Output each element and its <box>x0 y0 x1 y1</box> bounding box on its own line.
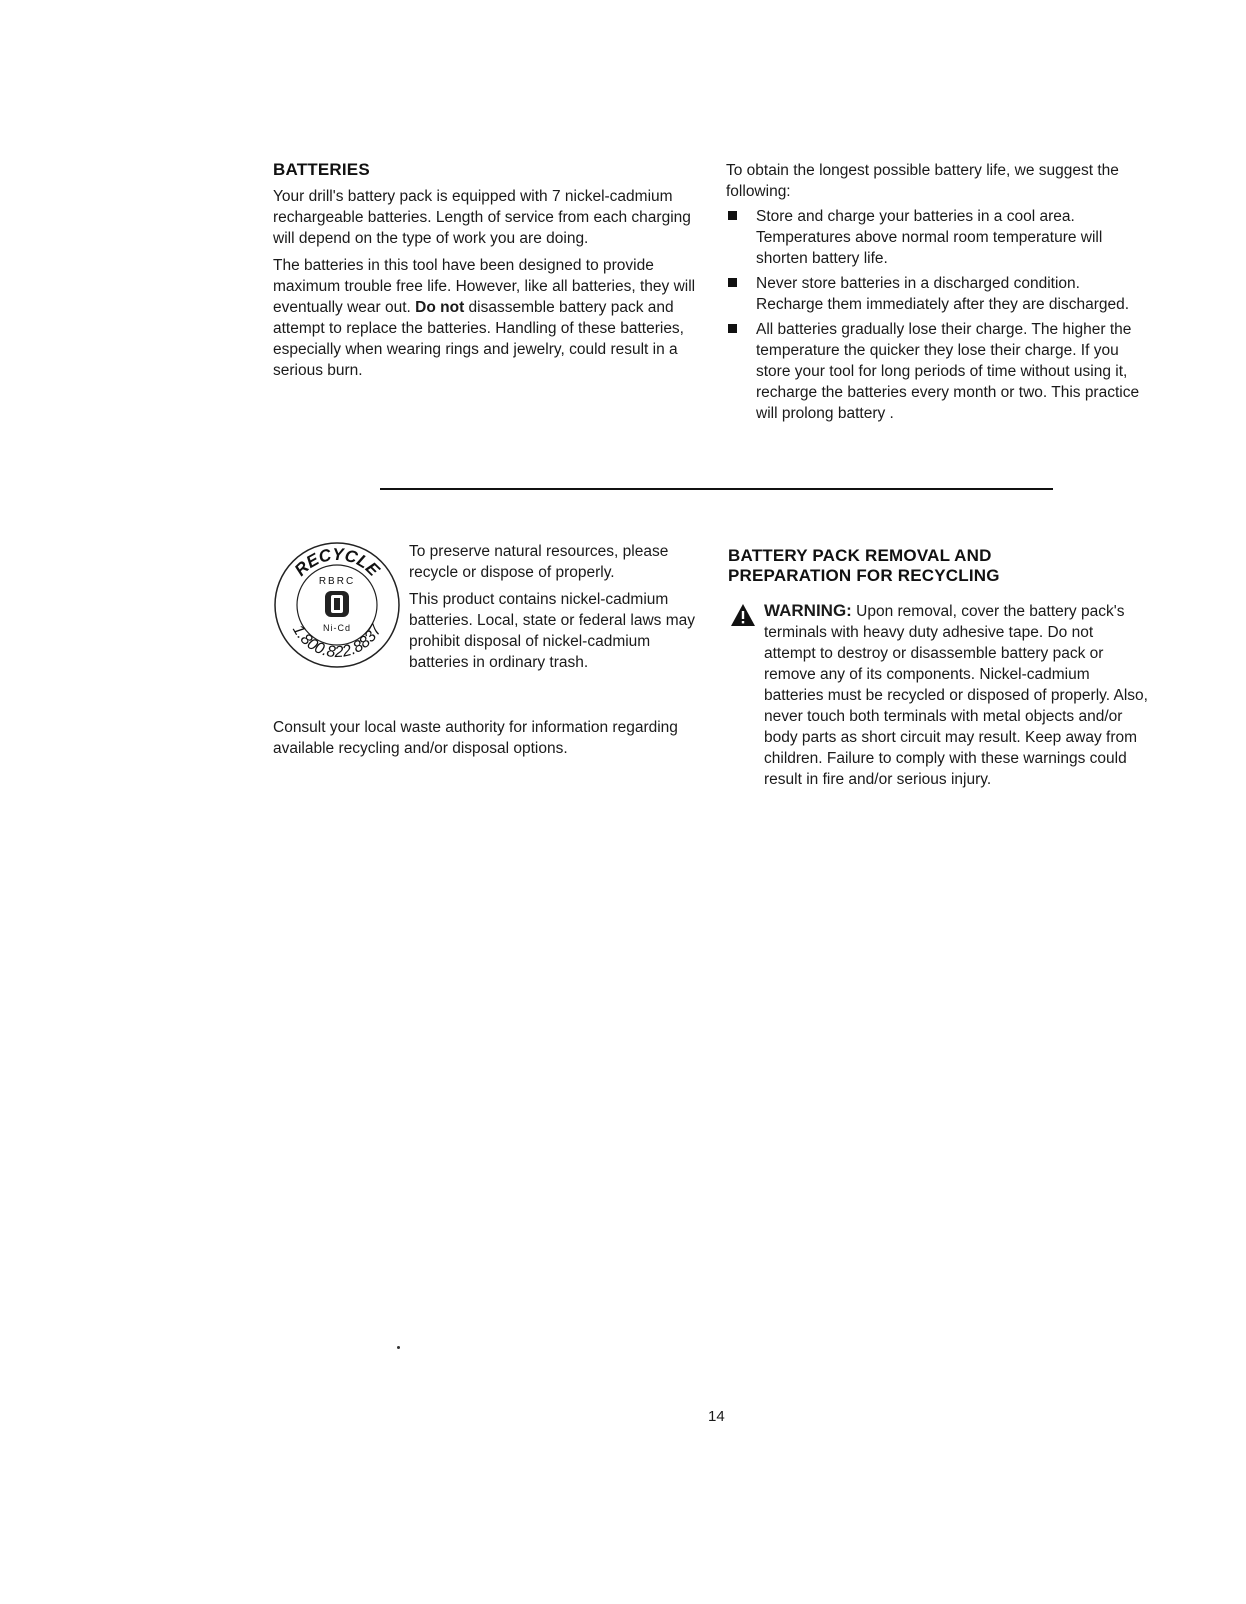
do-not-emphasis: Do not <box>415 299 465 316</box>
rbrc-recycle-logo <box>270 538 404 672</box>
battery-life-intro: To obtain the longest possible battery life, we suggest the following: <box>726 162 1119 200</box>
batteries-paragraph-2-end: disassemble battery pack and attempt to replace the batteries. Handling of these batteries, especially when wearing rings and jewelry, could result in a serious burn. <box>273 299 684 379</box>
recycle-text <box>409 541 699 679</box>
batteries-paragraph-1: Your drill's battery pack is equipped with 7 nickel-cadmium rechargeable batteries. Length of service from each charging will depend on the type of work you are doing. <box>273 188 691 247</box>
warning-block <box>728 600 1148 790</box>
svg-text:RBRC: RBRC <box>318 576 356 587</box>
list-item <box>726 206 1146 269</box>
svg-text:1.800.822.8837: 1.800.822.8837 <box>288 622 386 662</box>
list-item <box>726 319 1146 424</box>
removal-heading-line-2: PREPARATION FOR RECYCLING <box>728 566 1000 585</box>
svg-text:RECYCLE: RECYCLE <box>290 544 384 580</box>
batteries-section <box>273 160 697 387</box>
stray-mark <box>397 1346 400 1349</box>
section-divider <box>380 488 1053 490</box>
square-bullet-icon <box>728 324 737 333</box>
battery-life-list <box>726 206 1146 424</box>
batteries-paragraph-2 <box>273 255 697 381</box>
removal-section <box>728 546 1148 796</box>
recycle-paragraph-1: To preserve natural resources, please recycle or dispose of properly. <box>409 543 669 581</box>
batteries-heading: BATTERIES <box>273 160 370 179</box>
removal-heading-line-1: BATTERY PACK REMOVAL AND <box>728 546 992 565</box>
recycle-seal-icon <box>270 538 404 672</box>
page-number: 14 <box>708 1408 725 1425</box>
batteries-paragraph-2-start: The batteries in this tool have been designed to provide maximum trouble free life. However, like all batteries, they will eventually wear out. <box>273 257 696 316</box>
svg-text:Ni-Cd: Ni-Cd <box>322 623 352 633</box>
square-bullet-icon <box>728 278 737 287</box>
warning-label: WARNING: <box>764 601 852 620</box>
recycle-paragraph-3: Consult your local waste authority for information regarding available recycling and/or disposal options. <box>273 719 678 757</box>
warning-text: Upon removal, cover the battery pack's terminals with heavy duty adhesive tape. Do not attempt to destroy or disassemble battery pack or remove any of its components. Nickel-cadmium batteries must be recycled or disposed of properly. Also, never touch both terminals with metal objects and/or body parts as short circuit may result. Keep away from children. Failure to comply with these warnings could result in fire and/or serious injury. <box>764 603 1148 788</box>
list-item-text: All batteries gradually lose their charge. The higher the temperature the quicker they lose their charge. If you store your tool for long periods of time without using it, recharge the batteries every month or two. This practice will prolong battery . <box>756 321 1140 422</box>
square-bullet-icon <box>728 211 737 220</box>
list-item-text: Never store batteries in a discharged condition. Recharge them immediately after they are discharged. <box>756 275 1130 313</box>
warning-triangle-icon <box>730 603 756 627</box>
removal-heading <box>728 546 1148 586</box>
list-item-text: Store and charge your batteries in a cool area. Temperatures above normal room temperature will shorten battery life. <box>756 208 1103 267</box>
battery-life-section <box>726 160 1146 428</box>
recycle-paragraph-2: This product contains nickel-cadmium batteries. Local, state or federal laws may prohibit disposal of nickel-cadmium batteries in ordinary trash. <box>409 591 696 671</box>
warning-paragraph <box>764 600 1148 790</box>
list-item <box>726 273 1146 315</box>
recycle-consult <box>273 717 703 765</box>
